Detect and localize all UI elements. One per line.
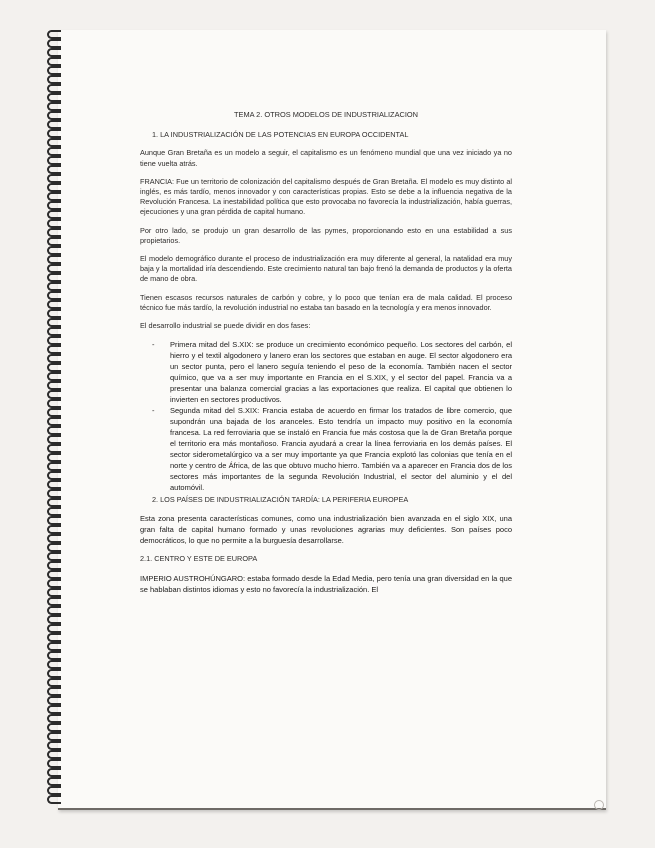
binding-ring bbox=[47, 552, 61, 561]
binding-ring bbox=[47, 75, 61, 84]
binding-ring bbox=[47, 66, 61, 75]
binding-ring bbox=[47, 111, 61, 120]
binding-ring bbox=[47, 219, 61, 228]
binding-ring bbox=[47, 57, 61, 66]
paragraph-pymes: Por otro lado, se produjo un gran desarrollo de las pymes, proporcionando esto en una estabilidad a sus propietarios. bbox=[140, 225, 512, 245]
binding-ring bbox=[47, 192, 61, 201]
binding-ring bbox=[47, 741, 61, 750]
binding-ring bbox=[47, 399, 61, 408]
paragraph-intro: Aunque Gran Bretaña es un modelo a seguir, el capitalismo es un fenómeno mundial que una vez iniciado ya no tiene vuelta atrás. bbox=[140, 148, 512, 168]
binding-ring bbox=[47, 93, 61, 102]
binding-ring bbox=[47, 471, 61, 480]
binding-ring bbox=[47, 48, 61, 57]
binding-ring bbox=[47, 534, 61, 543]
binding-ring bbox=[47, 264, 61, 273]
binding-ring bbox=[47, 696, 61, 705]
binding-ring bbox=[47, 246, 61, 255]
paragraph-recursos: Tienen escasos recursos naturales de carbón y cobre, y lo poco que tenían era de mala calidad. El proceso técnico fue más tardío, la revolución industrial no estaba tan basado en la tecnología y era menos innovador. bbox=[140, 292, 512, 312]
phase-first-half: - Primera mitad del S.XIX: se produce un crecimiento económico pequeño. Los sectores del carbón, el hierro y el textil algodonero y lanero eran los sectores que estaban en auge. El sector algodonero era un sector punta, pero el lanero seguía teniendo el peso de la economía. También nacen el sector químico, que va a ser muy importante en Francia en el S.XIX, y el sector del papel. Francia va a presentar una balanza comercial gracias a las exportaciones que realiza. El capital que obtienen lo invierten en sectores productivos. bbox=[170, 339, 512, 405]
binding-ring bbox=[47, 795, 61, 804]
binding-ring bbox=[47, 156, 61, 165]
binding-ring bbox=[47, 390, 61, 399]
binding-ring bbox=[47, 255, 61, 264]
binding-ring bbox=[47, 309, 61, 318]
binding-ring bbox=[47, 138, 61, 147]
document-title: TEMA 2. OTROS MODELOS DE INDUSTRIALIZACION bbox=[234, 110, 418, 119]
spiral-binding bbox=[47, 30, 61, 800]
binding-ring bbox=[47, 660, 61, 669]
binding-ring bbox=[47, 615, 61, 624]
binding-ring bbox=[47, 237, 61, 246]
binding-ring bbox=[47, 201, 61, 210]
binding-ring bbox=[47, 228, 61, 237]
binding-ring bbox=[47, 444, 61, 453]
paragraph-imperio: IMPERIO AUSTROHÚNGARO: estaba formado desde la Edad Media, pero tenía una gran diversidad en la que se hablaban distintos idiomas y esto no favorecía la industrialización. El bbox=[140, 573, 512, 594]
binding-ring bbox=[47, 570, 61, 579]
paragraph-periferia: Esta zona presenta características comunes, como una industrialización bien avanzada en el siglo XIX, una gran falta de capital humano formado y unas revoluciones agrarias muy deficientes. Son países poco democráticos, lo que no permite a la burguesía desarrollarse. bbox=[140, 514, 512, 546]
paragraph-fases-intro: El desarrollo industrial se puede dividir en dos fases: bbox=[140, 321, 311, 331]
section-1-heading: 1. LA INDUSTRIALIZACIÓN DE LAS POTENCIAS EN EUROPA OCCIDENTAL bbox=[152, 130, 409, 140]
binding-ring bbox=[47, 372, 61, 381]
binding-ring bbox=[47, 633, 61, 642]
subsection-heading: 2.1. CENTRO Y ESTE DE EUROPA bbox=[140, 554, 258, 564]
binding-ring bbox=[47, 345, 61, 354]
binding-ring bbox=[47, 498, 61, 507]
binding-ring bbox=[47, 30, 61, 39]
paragraph-francia: FRANCIA: Fue un territorio de colonización del capitalismo después de Gran Bretaña. El modelo es muy distinto al inglés, es más tardío, menos innovador y con características propias. Esto se debe a la influencia negativa de la Revolución Francesa. La inestabilidad política que esto provocaba no favorecía la industrialización, había guerras, ejecuciones y una gran pérdida de capital humano. bbox=[140, 176, 512, 217]
binding-ring bbox=[47, 561, 61, 570]
binding-ring bbox=[47, 651, 61, 660]
binding-ring bbox=[47, 183, 61, 192]
binding-ring bbox=[47, 687, 61, 696]
page-corner-mark bbox=[594, 800, 604, 810]
binding-ring bbox=[47, 435, 61, 444]
binding-ring bbox=[47, 597, 61, 606]
binding-ring bbox=[47, 759, 61, 768]
binding-ring bbox=[47, 516, 61, 525]
binding-ring bbox=[47, 210, 61, 219]
binding-ring bbox=[47, 777, 61, 786]
binding-ring bbox=[47, 750, 61, 759]
binding-ring bbox=[47, 723, 61, 732]
binding-ring bbox=[47, 543, 61, 552]
binding-ring bbox=[47, 147, 61, 156]
binding-ring bbox=[47, 705, 61, 714]
binding-ring bbox=[47, 489, 61, 498]
binding-ring bbox=[47, 282, 61, 291]
binding-ring bbox=[47, 669, 61, 678]
binding-ring bbox=[47, 327, 61, 336]
binding-ring bbox=[47, 453, 61, 462]
binding-ring bbox=[47, 732, 61, 741]
phases-list bbox=[140, 339, 512, 493]
binding-ring bbox=[47, 507, 61, 516]
binding-ring bbox=[47, 426, 61, 435]
binding-ring bbox=[47, 120, 61, 129]
phase-second-half: - Segunda mitad del S.XIX: Francia estaba de acuerdo en firmar los tratados de libre comercio, que supondrán una bajada de los aranceles. Esto tendría un impacto muy positivo en la economía francesa. La red ferroviaria que se instaló en Francia fue más costosa que la de Gran Bretaña porque el territorio era más montañoso. Francia ayudará a crear la línea ferroviaria en los demás países. El sector siderometalúrgico va a ser muy importante ya que Francia explotó las colonias que tenía en el norte y centro de África, de las que obtuvo mucho hierro. También va a aparecer en Francia dos de los sectores más importantes de la segunda Revolución Industrial, el sector del aluminio y el del automóvil. bbox=[170, 405, 512, 493]
binding-ring bbox=[47, 165, 61, 174]
binding-ring bbox=[47, 480, 61, 489]
binding-ring bbox=[47, 273, 61, 282]
binding-ring bbox=[47, 462, 61, 471]
binding-ring bbox=[47, 174, 61, 183]
binding-ring bbox=[47, 318, 61, 327]
binding-ring bbox=[47, 363, 61, 372]
binding-ring bbox=[47, 642, 61, 651]
binding-ring bbox=[47, 525, 61, 534]
binding-ring bbox=[47, 381, 61, 390]
binding-ring bbox=[47, 39, 61, 48]
binding-ring bbox=[47, 714, 61, 723]
binding-ring bbox=[47, 408, 61, 417]
binding-ring bbox=[47, 300, 61, 309]
binding-ring bbox=[47, 417, 61, 426]
binding-ring bbox=[47, 606, 61, 615]
binding-ring bbox=[47, 291, 61, 300]
binding-ring bbox=[47, 336, 61, 345]
binding-ring bbox=[47, 624, 61, 633]
document-body bbox=[140, 110, 512, 603]
binding-ring bbox=[47, 588, 61, 597]
section-2-heading: 2. LOS PAÍSES DE INDUSTRIALIZACIÓN TARDÍA: LA PERIFERIA EUROPEA bbox=[152, 495, 409, 505]
binding-ring bbox=[47, 354, 61, 363]
binding-ring bbox=[47, 129, 61, 138]
paragraph-demografia: El modelo demográfico durante el proceso de industrialización era muy diferente al general, la natalidad era muy baja y la mortalidad iría descendiendo. Este crecimiento natural tan bajo frenó la demanda de productos y la oferta de mano de obra. bbox=[140, 254, 512, 284]
binding-ring bbox=[47, 102, 61, 111]
binding-ring bbox=[47, 579, 61, 588]
binding-ring bbox=[47, 768, 61, 777]
binding-ring bbox=[47, 786, 61, 795]
binding-ring bbox=[47, 84, 61, 93]
binding-ring bbox=[47, 678, 61, 687]
